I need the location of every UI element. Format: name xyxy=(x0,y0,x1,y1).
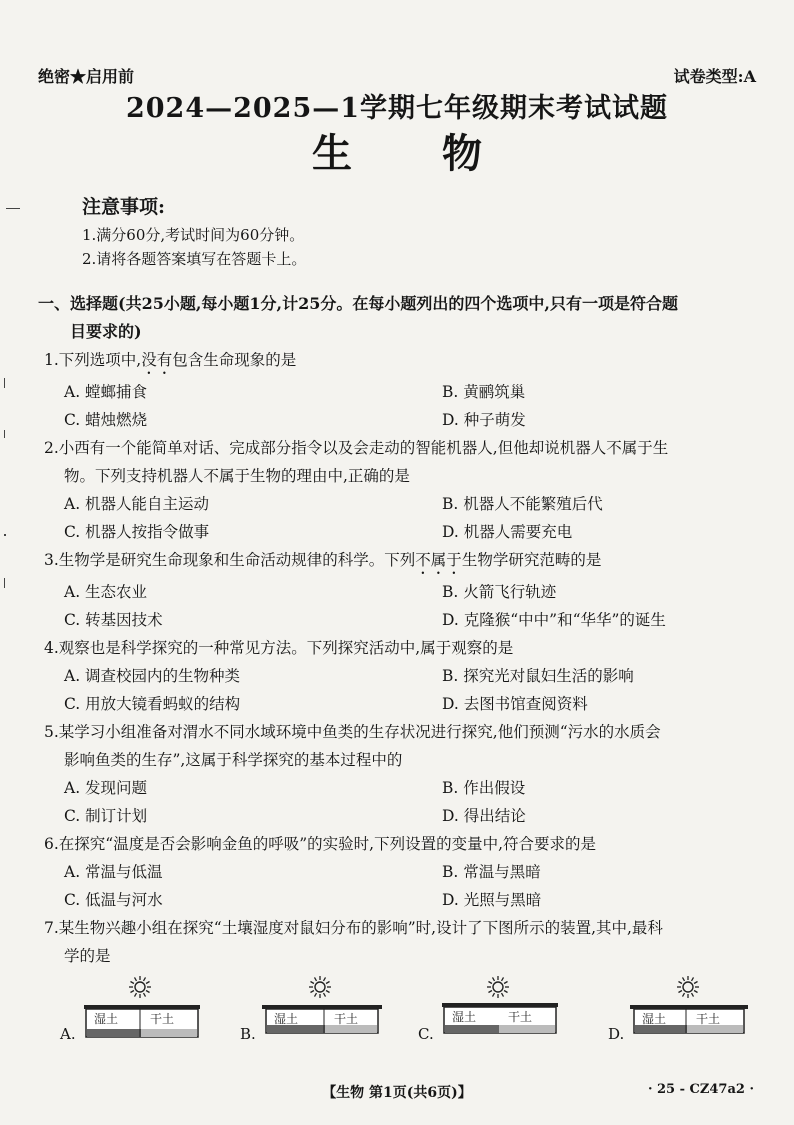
question-6 xyxy=(44,830,764,914)
stem-text: 3.生物学是研究生命现象和生命活动规律的科学。下列 xyxy=(44,551,416,569)
stem-text: 6.在探究“温度是否会影响金鱼的呼吸”的实验时,下列设置的变量中,符合要求的是 xyxy=(44,835,596,853)
option-grid xyxy=(44,858,764,914)
q7-option-d[interactable] xyxy=(608,975,768,1050)
paper-type-label: 试卷类型:A xyxy=(673,67,756,86)
question-stem xyxy=(44,718,764,774)
question-1 xyxy=(44,346,764,434)
q7-option-label: A. xyxy=(60,1025,76,1043)
option-b[interactable]: B. 常温与黑暗 xyxy=(442,863,541,881)
stem-text: 5.某学习小组准备对渭水不同水域环境中鱼类的生存状况进行探究,他们预测“污水的水质会 xyxy=(44,723,661,741)
question-list xyxy=(44,346,764,970)
option-d[interactable]: D. 机器人需要充电 xyxy=(442,523,573,541)
option-a[interactable]: A. 调查校园内的生物种类 xyxy=(64,667,241,685)
stem-text: 2.小西有一个能简单对话、完成部分指令以及会走动的智能机器人,但他却说机器人不属于生 xyxy=(44,439,669,457)
subject-title: 生物 xyxy=(312,130,572,177)
emphasis-text: 没有 xyxy=(141,351,173,369)
section-heading-line: 目要求的) xyxy=(70,322,142,341)
header-row xyxy=(38,64,756,88)
sun-icon xyxy=(129,976,151,998)
dry-soil-layer xyxy=(687,1025,743,1033)
option-b[interactable]: B. 作出假设 xyxy=(442,779,526,797)
stem-continuation: 物。下列支持机器人不属于生物的理由中,正确的是 xyxy=(64,467,410,485)
option-a[interactable]: A. 发现问题 xyxy=(64,779,148,797)
option-b[interactable]: B. 火箭飞行轨迹 xyxy=(442,583,557,601)
q7-option-c[interactable] xyxy=(418,975,578,1050)
option-d[interactable]: D. 去图书馆查阅资料 xyxy=(442,695,588,713)
question-5 xyxy=(44,718,764,830)
stem-text: 生物学研究范畴的是 xyxy=(461,551,602,569)
option-grid xyxy=(44,774,764,830)
scan-edge-mark xyxy=(4,430,5,438)
wet-soil-label: 湿土 xyxy=(94,1012,119,1026)
question-3 xyxy=(44,546,764,634)
option-c[interactable]: C. 制订计划 xyxy=(64,807,148,825)
stem-continuation: 学的是 xyxy=(64,947,111,965)
option-b[interactable]: B. 黄鹂筑巢 xyxy=(442,383,526,401)
stem-continuation: 影响鱼类的生存”,这属于科学探究的基本过程中的 xyxy=(64,751,403,769)
option-a[interactable]: A. 螳螂捕食 xyxy=(64,383,148,401)
option-b[interactable]: B. 机器人不能繁殖后代 xyxy=(442,495,603,513)
question-stem xyxy=(44,634,764,662)
dry-soil-layer xyxy=(141,1029,197,1037)
apparatus-diagram xyxy=(440,975,570,1047)
scan-edge-mark xyxy=(6,208,20,209)
option-b[interactable]: B. 探究光对鼠妇生活的影响 xyxy=(442,667,634,685)
notice-item: 1.满分60分,考试时间为60分钟。 xyxy=(82,226,305,244)
dry-soil-label: 干土 xyxy=(150,1012,175,1026)
option-a[interactable]: A. 生态农业 xyxy=(64,583,148,601)
exam-title: 2024—2025—1学期七年级期末考试试题 xyxy=(125,93,669,124)
option-c[interactable]: C. 蜡烛燃烧 xyxy=(64,411,148,429)
dry-soil-layer xyxy=(325,1025,377,1033)
apparatus-diagram xyxy=(630,975,760,1047)
wet-soil-layer xyxy=(267,1025,325,1033)
wet-soil-layer xyxy=(87,1029,141,1037)
stem-text: 1.下列选项中, xyxy=(44,351,142,369)
scan-edge-mark xyxy=(4,534,6,536)
option-grid xyxy=(44,490,764,546)
option-c[interactable]: C. 低温与河水 xyxy=(64,891,163,909)
stem-text: 包含生命现象的是 xyxy=(172,351,297,369)
sun-icon xyxy=(487,976,509,998)
wet-soil-layer xyxy=(635,1025,687,1033)
option-c[interactable]: C. 转基因技术 xyxy=(64,611,163,629)
dry-soil-label: 干土 xyxy=(334,1012,359,1026)
scan-edge-mark xyxy=(4,578,5,588)
q7-option-label: D. xyxy=(608,1025,625,1043)
option-d[interactable]: D. 种子萌发 xyxy=(442,411,526,429)
question-stem xyxy=(44,830,764,858)
stem-text: 7.某生物兴趣小组在探究“土壤湿度对鼠妇分布的影响”时,设计了下图所示的装置,其中,最科 xyxy=(44,919,663,937)
question-stem xyxy=(44,914,764,970)
question-stem xyxy=(44,346,764,378)
option-grid xyxy=(44,378,764,434)
scan-edge-mark xyxy=(4,378,5,388)
notice-item: 2.请将各题答案填写在答题卡上。 xyxy=(82,250,307,268)
notice-block xyxy=(82,192,306,271)
secret-label: 绝密★启用前 xyxy=(38,67,135,86)
notice-heading: 注意事项: xyxy=(82,196,166,218)
option-grid xyxy=(44,578,764,634)
wet-soil-label: 湿土 xyxy=(274,1012,299,1026)
wet-soil-label: 湿土 xyxy=(452,1010,477,1024)
wet-soil-label: 湿土 xyxy=(642,1012,667,1026)
question-7 xyxy=(44,914,764,970)
section-heading-line: 一、选择题(共25小题,每小题1分,计25分。在每小题列出的四个选项中,只有一项是符合题 xyxy=(38,294,678,313)
stem-text: 4.观察也是科学探究的一种常见方法。下列探究活动中,属于观察的是 xyxy=(44,639,514,657)
section-heading xyxy=(38,290,758,346)
sun-icon xyxy=(309,976,331,998)
option-d[interactable]: D. 得出结论 xyxy=(442,807,526,825)
option-c[interactable]: C. 用放大镜看蚂蚁的结构 xyxy=(64,695,241,713)
option-a[interactable]: A. 机器人能自主运动 xyxy=(64,495,210,513)
option-d[interactable]: D. 克隆猴“中中”和“华华”的诞生 xyxy=(442,611,666,629)
emphasis-text: 不属于 xyxy=(415,551,462,569)
page-footer: 【生物 第1页(共6页)】 xyxy=(322,1085,472,1101)
q7-option-a[interactable] xyxy=(60,975,220,1050)
option-c[interactable]: C. 机器人按指令做事 xyxy=(64,523,210,541)
option-d[interactable]: D. 光照与黑暗 xyxy=(442,891,542,909)
dry-soil-layer xyxy=(499,1025,555,1033)
footer-code: · 25 - CZ47a2 · xyxy=(647,1082,754,1097)
q7-figure xyxy=(60,975,760,1050)
option-grid xyxy=(44,662,764,718)
question-2 xyxy=(44,434,764,546)
apparatus-diagram xyxy=(262,975,392,1047)
option-a[interactable]: A. 常温与低温 xyxy=(64,863,163,881)
question-4 xyxy=(44,634,764,718)
dry-soil-label: 干土 xyxy=(508,1010,533,1024)
q7-option-label: B. xyxy=(240,1025,256,1043)
q7-option-b[interactable] xyxy=(240,975,400,1050)
dry-soil-label: 干土 xyxy=(696,1012,721,1026)
apparatus-diagram xyxy=(82,975,212,1047)
q7-option-label: C. xyxy=(418,1025,434,1043)
wet-soil-layer xyxy=(445,1025,499,1033)
sun-icon xyxy=(677,976,699,998)
question-stem xyxy=(44,434,764,490)
question-stem xyxy=(44,546,764,578)
